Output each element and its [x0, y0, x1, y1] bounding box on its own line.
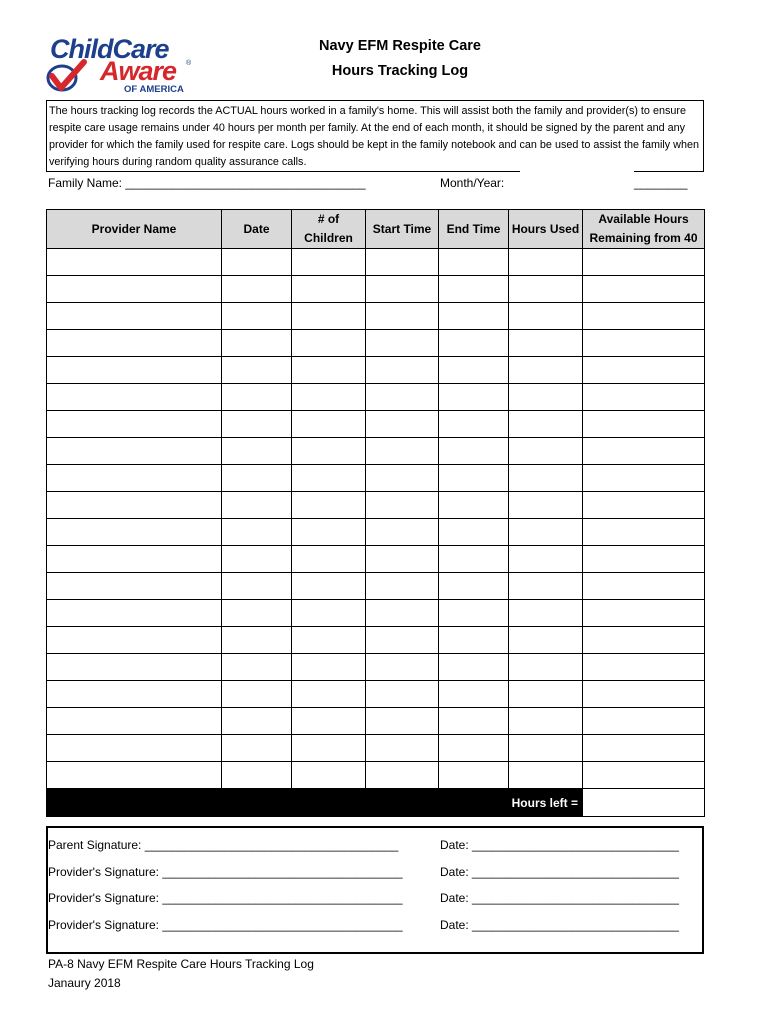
cell-num-children[interactable] — [292, 762, 366, 789]
cell-start-time[interactable] — [366, 276, 439, 303]
cell-end-time[interactable] — [439, 600, 509, 627]
cell-start-time[interactable] — [366, 627, 439, 654]
cell-provider-name[interactable] — [47, 411, 222, 438]
cell-date[interactable] — [222, 600, 292, 627]
cell-available-hours[interactable] — [583, 249, 705, 276]
cell-date[interactable] — [222, 303, 292, 330]
cell-start-time[interactable] — [366, 681, 439, 708]
cell-end-time[interactable] — [439, 735, 509, 762]
page-subtitle: Hours Tracking Log — [331, 63, 469, 79]
cell-end-time[interactable] — [439, 492, 509, 519]
cell-hours-used[interactable] — [509, 654, 583, 681]
cell-available-hours[interactable] — [583, 735, 705, 762]
cell-start-time[interactable] — [366, 492, 439, 519]
date-field-4[interactable]: Date: _______________________________ — [440, 918, 679, 932]
cell-end-time[interactable] — [439, 627, 509, 654]
cell-start-time[interactable] — [366, 546, 439, 573]
cell-provider-name[interactable] — [47, 384, 222, 411]
cell-date[interactable] — [222, 654, 292, 681]
cell-provider-name[interactable] — [47, 546, 222, 573]
table-row — [47, 546, 705, 573]
table-row — [47, 627, 705, 654]
cell-date[interactable] — [222, 627, 292, 654]
header-num-children: # of Children — [292, 210, 366, 249]
table-row — [47, 411, 705, 438]
cell-end-time[interactable] — [439, 465, 509, 492]
cell-start-time[interactable] — [366, 438, 439, 465]
cell-num-children[interactable] — [292, 573, 366, 600]
cell-date[interactable] — [222, 276, 292, 303]
cell-end-time[interactable] — [439, 357, 509, 384]
cell-end-time[interactable] — [439, 546, 509, 573]
cell-end-time[interactable] — [439, 654, 509, 681]
cell-end-time[interactable] — [439, 438, 509, 465]
cell-provider-name[interactable] — [47, 276, 222, 303]
cell-available-hours[interactable] — [583, 600, 705, 627]
header-provider-name: Provider Name — [47, 210, 222, 249]
cell-provider-name[interactable] — [47, 303, 222, 330]
cell-provider-name[interactable] — [47, 762, 222, 789]
cell-end-time[interactable] — [439, 411, 509, 438]
cell-hours-used[interactable] — [509, 735, 583, 762]
cell-hours-used[interactable] — [509, 627, 583, 654]
hours-left-label: Hours left = — [47, 789, 583, 817]
table-row — [47, 708, 705, 735]
cell-provider-name[interactable] — [47, 330, 222, 357]
table-row — [47, 384, 705, 411]
cell-available-hours[interactable] — [583, 465, 705, 492]
cell-provider-name[interactable] — [47, 465, 222, 492]
header-end-time: End Time — [439, 210, 509, 249]
cell-available-hours[interactable] — [583, 573, 705, 600]
childcare-aware-logo — [46, 30, 198, 96]
cell-num-children[interactable] — [292, 492, 366, 519]
total-row — [47, 789, 705, 817]
cell-provider-name[interactable] — [47, 735, 222, 762]
cell-start-time[interactable] — [366, 735, 439, 762]
date-field-3[interactable]: Date: _______________________________ — [440, 891, 679, 905]
cell-available-hours[interactable] — [583, 384, 705, 411]
cell-available-hours[interactable] — [583, 492, 705, 519]
intro-underline-right — [634, 171, 704, 172]
cell-hours-used[interactable] — [509, 762, 583, 789]
cell-hours-used[interactable] — [509, 519, 583, 546]
cell-available-hours[interactable] — [583, 411, 705, 438]
header-available-hours: Available Hours Remaining from 40 — [583, 210, 705, 249]
cell-available-hours[interactable] — [583, 330, 705, 357]
table-row — [47, 519, 705, 546]
cell-provider-name[interactable] — [47, 708, 222, 735]
cell-end-time[interactable] — [439, 303, 509, 330]
cell-num-children[interactable] — [292, 708, 366, 735]
cell-available-hours[interactable] — [583, 546, 705, 573]
cell-end-time[interactable] — [439, 330, 509, 357]
table-row — [47, 330, 705, 357]
provider-signature-field-1[interactable]: Provider's Signature: ____________________________________ — [48, 865, 403, 879]
cell-start-time[interactable] — [366, 249, 439, 276]
cell-end-time[interactable] — [439, 249, 509, 276]
table-body — [47, 249, 705, 817]
cell-available-hours[interactable] — [583, 519, 705, 546]
cell-date[interactable] — [222, 384, 292, 411]
family-name-field[interactable]: Family Name: ____________________________________ — [48, 176, 366, 190]
cell-start-time[interactable] — [366, 600, 439, 627]
cell-provider-name[interactable] — [47, 627, 222, 654]
table-row — [47, 249, 705, 276]
table-row — [47, 303, 705, 330]
cell-hours-used[interactable] — [509, 303, 583, 330]
cell-start-time[interactable] — [366, 411, 439, 438]
cell-date[interactable] — [222, 465, 292, 492]
cell-date[interactable] — [222, 573, 292, 600]
cell-available-hours[interactable] — [583, 708, 705, 735]
cell-hours-used[interactable] — [509, 330, 583, 357]
cell-available-hours[interactable] — [583, 357, 705, 384]
cell-hours-used[interactable] — [509, 438, 583, 465]
provider-signature-field-2[interactable]: Provider's Signature: ____________________________________ — [48, 891, 403, 905]
cell-num-children[interactable] — [292, 303, 366, 330]
cell-date[interactable] — [222, 546, 292, 573]
cell-hours-used[interactable] — [509, 546, 583, 573]
cell-provider-name[interactable] — [47, 492, 222, 519]
header-hours-used: Hours Used — [509, 210, 583, 249]
logo-aware-text: Aware — [100, 56, 177, 86]
cell-date[interactable] — [222, 492, 292, 519]
cell-start-time[interactable] — [366, 654, 439, 681]
cell-available-hours[interactable] — [583, 762, 705, 789]
cell-provider-name[interactable] — [47, 600, 222, 627]
cell-num-children[interactable] — [292, 546, 366, 573]
cell-hours-used[interactable] — [509, 276, 583, 303]
cell-start-time[interactable] — [366, 708, 439, 735]
cell-num-children[interactable] — [292, 465, 366, 492]
cell-end-time[interactable] — [439, 762, 509, 789]
cell-available-hours[interactable] — [583, 654, 705, 681]
table-row — [47, 654, 705, 681]
cell-end-time[interactable] — [439, 573, 509, 600]
cell-hours-used[interactable] — [509, 357, 583, 384]
cell-num-children[interactable] — [292, 357, 366, 384]
header-start-time: Start Time — [366, 210, 439, 249]
cell-num-children[interactable] — [292, 735, 366, 762]
cell-start-time[interactable] — [366, 762, 439, 789]
cell-date[interactable] — [222, 330, 292, 357]
cell-num-children[interactable] — [292, 600, 366, 627]
header-date: Date — [222, 210, 292, 249]
table-row — [47, 492, 705, 519]
cell-num-children[interactable] — [292, 681, 366, 708]
intro-underline-left — [46, 171, 520, 172]
logo-registered-mark: ® — [186, 60, 192, 67]
cell-end-time[interactable] — [439, 384, 509, 411]
cell-available-hours[interactable] — [583, 303, 705, 330]
hours-left-value[interactable] — [583, 789, 705, 817]
date-field-1[interactable]: Date: _______________________________ — [440, 838, 679, 852]
cell-date[interactable] — [222, 681, 292, 708]
cell-end-time[interactable] — [439, 519, 509, 546]
footer-form-id: PA-8 Navy EFM Respite Care Hours Tracking Log — [48, 957, 314, 971]
cell-date[interactable] — [222, 357, 292, 384]
cell-hours-used[interactable] — [509, 384, 583, 411]
cell-num-children[interactable] — [292, 438, 366, 465]
cell-date[interactable] — [222, 762, 292, 789]
table-row — [47, 735, 705, 762]
cell-date[interactable] — [222, 735, 292, 762]
table-row — [47, 276, 705, 303]
cell-start-time[interactable] — [366, 303, 439, 330]
date-field-2[interactable]: Date: _______________________________ — [440, 865, 679, 879]
cell-available-hours[interactable] — [583, 627, 705, 654]
cell-num-children[interactable] — [292, 411, 366, 438]
cell-hours-used[interactable] — [509, 249, 583, 276]
cell-provider-name[interactable] — [47, 681, 222, 708]
cell-start-time[interactable] — [366, 465, 439, 492]
cell-available-hours[interactable] — [583, 681, 705, 708]
footer-date: Janaury 2018 — [48, 976, 121, 990]
cell-available-hours[interactable] — [583, 276, 705, 303]
table-row — [47, 357, 705, 384]
cell-hours-used[interactable] — [509, 600, 583, 627]
cell-hours-used[interactable] — [509, 573, 583, 600]
table-row — [47, 573, 705, 600]
cell-hours-used[interactable] — [509, 708, 583, 735]
hours-log-table — [46, 209, 705, 817]
cell-num-children[interactable] — [292, 519, 366, 546]
month-year-field[interactable]: ________ — [634, 176, 688, 190]
cell-provider-name[interactable] — [47, 654, 222, 681]
cell-date[interactable] — [222, 411, 292, 438]
month-year-label: Month/Year: — [440, 176, 505, 190]
cell-end-time[interactable] — [439, 276, 509, 303]
cell-start-time[interactable] — [366, 573, 439, 600]
cell-date[interactable] — [222, 249, 292, 276]
cell-date[interactable] — [222, 438, 292, 465]
table-row — [47, 762, 705, 789]
logo-childcare-text: ChildCare — [50, 34, 169, 64]
logo-of-america-text: OF AMERICA — [124, 84, 184, 95]
cell-num-children[interactable] — [292, 330, 366, 357]
cell-num-children[interactable] — [292, 249, 366, 276]
cell-start-time[interactable] — [366, 330, 439, 357]
cell-num-children[interactable] — [292, 384, 366, 411]
parent-signature-field[interactable]: Parent Signature: ______________________________________ — [48, 838, 399, 852]
table-row — [47, 681, 705, 708]
cell-hours-used[interactable] — [509, 411, 583, 438]
cell-end-time[interactable] — [439, 708, 509, 735]
table-row — [47, 465, 705, 492]
intro-paragraph: The hours tracking log records the ACTUAL hours worked in a family's home. This will assist both the family and provider(s) to ensure respite care usage remains under 40 hours per month per family. At the end of each month, it should be signed by the parent and any provider for which the family used for respite care. Logs should be kept in the family notebook and can be used to assist the family when verifying hours during random quality assurance calls. — [46, 100, 704, 172]
page-title: Navy EFM Respite Care — [319, 38, 481, 54]
table-row — [47, 600, 705, 627]
cell-hours-used[interactable] — [509, 465, 583, 492]
cell-provider-name[interactable] — [47, 249, 222, 276]
cell-hours-used[interactable] — [509, 492, 583, 519]
table-header-row — [47, 210, 705, 249]
cell-start-time[interactable] — [366, 519, 439, 546]
cell-num-children[interactable] — [292, 627, 366, 654]
cell-available-hours[interactable] — [583, 438, 705, 465]
cell-start-time[interactable] — [366, 357, 439, 384]
cell-provider-name[interactable] — [47, 438, 222, 465]
cell-num-children[interactable] — [292, 654, 366, 681]
cell-provider-name[interactable] — [47, 519, 222, 546]
cell-start-time[interactable] — [366, 384, 439, 411]
cell-date[interactable] — [222, 519, 292, 546]
cell-date[interactable] — [222, 708, 292, 735]
provider-signature-field-3[interactable]: Provider's Signature: ____________________________________ — [48, 918, 403, 932]
cell-provider-name[interactable] — [47, 357, 222, 384]
cell-hours-used[interactable] — [509, 681, 583, 708]
cell-end-time[interactable] — [439, 681, 509, 708]
table-row — [47, 438, 705, 465]
cell-num-children[interactable] — [292, 276, 366, 303]
cell-provider-name[interactable] — [47, 573, 222, 600]
